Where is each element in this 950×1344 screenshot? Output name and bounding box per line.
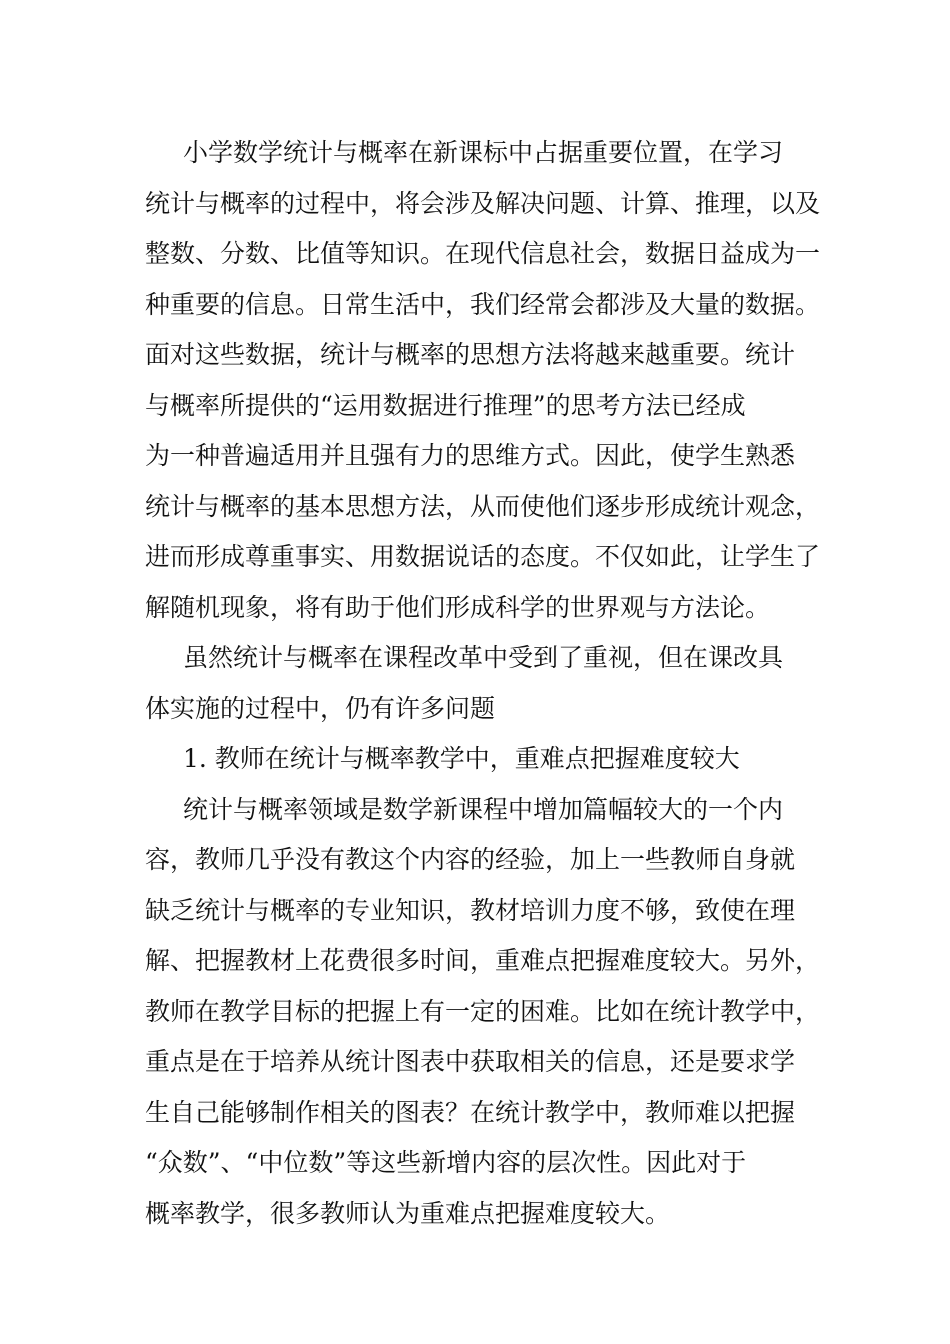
text-line: 概率教学，很多教师认为重难点把握难度较大。 — [145, 1198, 671, 1228]
text-line: 容，教师几乎没有教这个内容的经验，加上一些教师自身就 — [145, 845, 796, 874]
text-line: 虽然统计与概率在课程改革中受到了重视，但在课改具 — [183, 643, 784, 672]
text-line: 体实施的过程中，仍有许多问题 — [145, 693, 496, 723]
text-line: 统计与概率的基本思想方法，从而使他们逐步形成统计观念， — [145, 491, 821, 521]
text-line: 小学数学统计与概率在新课标中占据重要位置，在学习 — [183, 138, 784, 167]
text-line: 解随机现象，将有助于他们形成科学的世界观与方法论。 — [145, 592, 771, 622]
heading-line: 1. 教师在统计与概率教学中，重难点把握难度较大 — [183, 744, 740, 773]
text-line: 重点是在于培养从统计图表中获取相关的信息，还是要求学 — [145, 1047, 796, 1076]
text-line: 统计与概率领域是数学新课程中增加篇幅较大的一个内 — [183, 794, 784, 824]
text-line: “众数”、“中位数”等这些新增内容的层次性。因此对于 — [145, 1148, 747, 1177]
text-line: 教师在教学目标的把握上有一定的困难。比如在统计教学中， — [145, 996, 821, 1026]
text-line: 统计与概率的过程中，将会涉及解决问题、计算、推理，以及 — [145, 188, 821, 218]
text-line: 进而形成尊重事实、用数据说话的态度。不仅如此，让学生了 — [145, 542, 821, 571]
text-line: 为一种普遍适用并且强有力的思维方式。因此，使学生熟悉 — [145, 441, 796, 470]
document-body — [145, 128, 835, 1239]
paragraph-problems — [145, 633, 835, 734]
paragraph-intro — [145, 128, 835, 633]
text-line: 生自己能够制作相关的图表？在统计教学中，教师难以把握 — [145, 1097, 796, 1127]
text-line: 整数、分数、比值等知识。在现代信息社会，数据日益成为一 — [145, 239, 821, 268]
text-line: 面对这些数据，统计与概率的思想方法将越来越重要。统计 — [145, 340, 796, 369]
text-line: 种重要的信息。日常生活中，我们经常会都涉及大量的数据。 — [145, 289, 821, 319]
paragraph-section-body — [145, 785, 835, 1240]
text-line: 与概率所提供的“运用数据进行推理”的思考方法已经成 — [145, 390, 746, 420]
text-line: 解、把握教材上花费很多时间，重难点把握难度较大。另外， — [145, 946, 821, 975]
text-line: 缺乏统计与概率的专业知识，教材培训力度不够，致使在理 — [145, 895, 796, 925]
section-heading — [145, 734, 835, 785]
